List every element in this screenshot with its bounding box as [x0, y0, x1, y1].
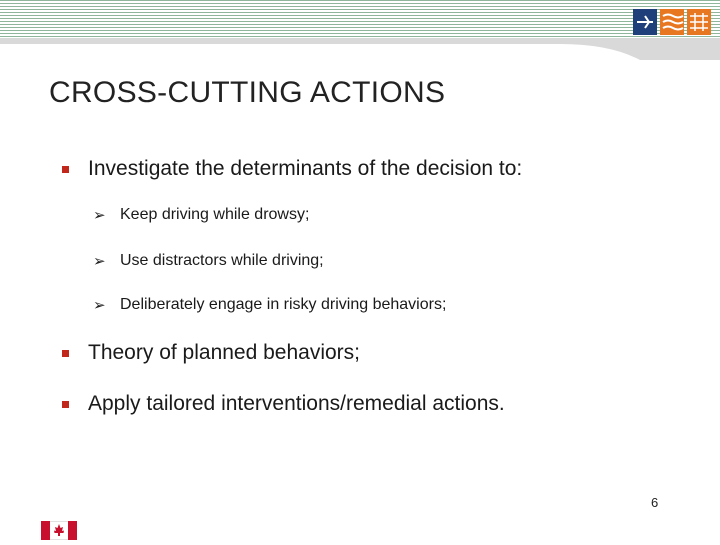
arrow-bullet-icon: ➢ [93, 297, 106, 314]
arrow-bullet-icon: ➢ [93, 207, 106, 224]
canada-flag-icon [41, 521, 77, 545]
sub-bullet-item [93, 206, 309, 224]
bullet-text: Investigate the determinants of the decision to: [88, 157, 523, 180]
sub-bullet-item [93, 296, 446, 314]
sub-bullet-text: Use distractors while driving; [120, 252, 324, 269]
square-bullet-icon [62, 401, 69, 408]
square-bullet-icon [62, 350, 69, 357]
bullet-text: Theory of planned behaviors; [88, 341, 361, 364]
arrow-bullet-icon: ➢ [93, 253, 106, 270]
square-bullet-icon [62, 166, 69, 173]
sub-bullet-item [93, 252, 324, 270]
bullet-item [62, 392, 505, 416]
sub-bullet-text: Keep driving while drowsy; [120, 206, 310, 223]
slide-title: CROSS-CUTTING ACTIONS [49, 76, 446, 109]
sub-bullet-text: Deliberately engage in risky driving behaviors; [120, 296, 447, 313]
bullet-text: Apply tailored interventions/remedial actions. [88, 392, 505, 415]
bullet-item [62, 157, 522, 181]
page-number: 6 [651, 495, 659, 510]
bullet-item [62, 341, 360, 365]
